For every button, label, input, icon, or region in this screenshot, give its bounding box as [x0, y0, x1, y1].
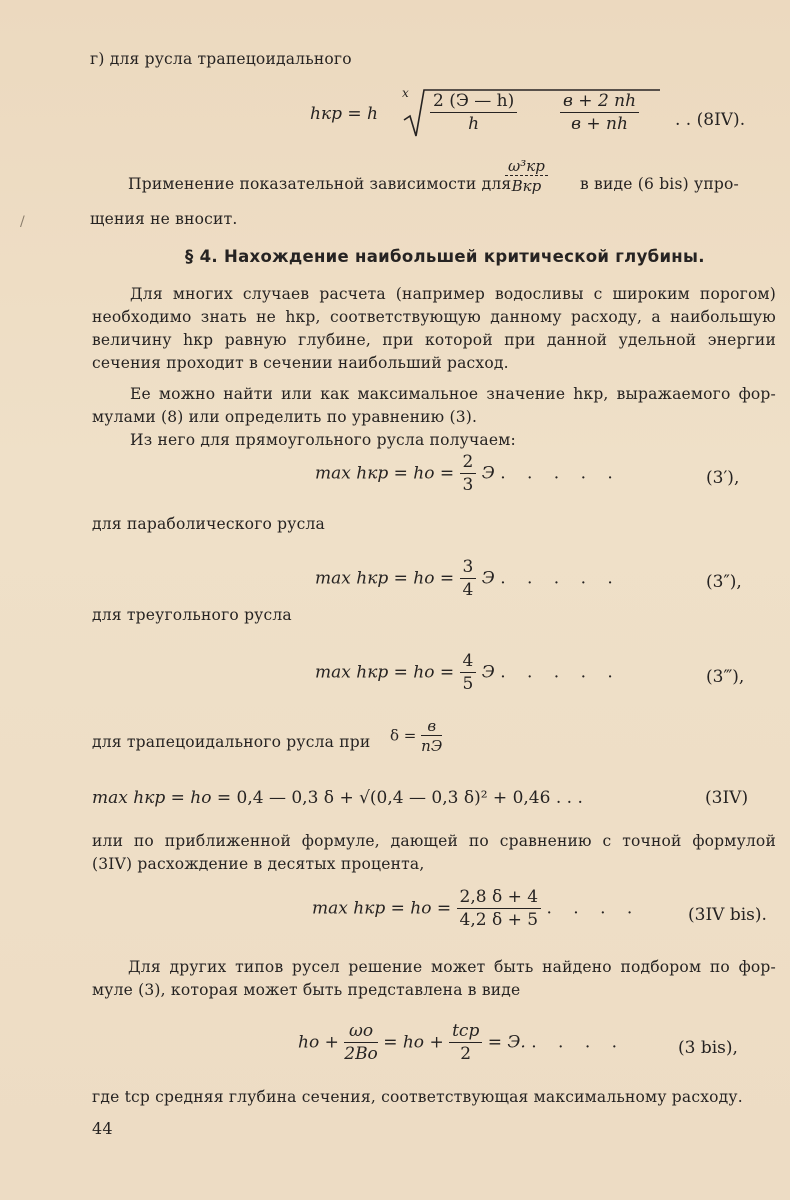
footnote-tcp: где tср средняя глубина сечения, соответствующая максимальному расходу.: [92, 1088, 743, 1106]
paragraph3-line1: Из него для прямоугольного русла получаем:: [130, 431, 516, 449]
formula-3-triple-prime: max hкр = ho = $\frac{4}{5}$ Э . . . . .: [315, 651, 621, 694]
paragraph1-line4: сечения проходит в сечении наибольший расход.: [92, 354, 509, 372]
equation-number-3iv: (3IV): [705, 788, 749, 808]
approx-line2: (3IV) расхождение в десятых процента,: [92, 855, 425, 873]
paragraph1-line1: Для многих случаев расчета (например водосливы с широким порогом): [130, 285, 776, 303]
formula-8iv: hкр = h x 2 (Э — h) h в + 2 nh в + nh: [310, 104, 378, 124]
margin-mark: /: [20, 214, 25, 230]
paragraph2-line1: Ее можно найти или как максимальное значение hкр, выражаемого фор-: [130, 385, 776, 403]
equation-number-3a: (3′),: [706, 468, 740, 488]
paragraph2-line2: мулами (8) или определить по уравнению (3).: [92, 408, 478, 426]
section-heading: § 4. Нахождение наибольшей критической глубины.: [185, 247, 705, 266]
formula-3iv-bis: max hкр = ho = $\frac{2,8 \delta + 4}{4,2 \delta + 5}$ . . . .: [312, 887, 641, 930]
equation-number-3iv-bis: (3IV bis).: [688, 905, 767, 925]
approx-line1: или по приближенной формуле, дающей по сравнению с точной формулой: [92, 832, 776, 850]
equation-number-3-bis: (3 bis),: [678, 1038, 738, 1058]
delta-definition: δ = $\frac{в}{nЭ}$: [390, 717, 443, 756]
formula-3iv: max hкр = ho = 0,4 — 0,3 δ + √(0,4 — 0,3 δ)² + 0,46 . . .: [92, 788, 583, 808]
equation-number-3b: (3″),: [706, 572, 742, 592]
paragraph1-line3: величину hкр равную глубине, при которой при данной удельной энергии: [92, 331, 776, 349]
paragraph1-line2: необходимо знать не hкр, соответствующую данному расходу, а наибольшую: [92, 308, 776, 326]
case-trapezoidal-label: г) для русла трапецоидального: [90, 50, 352, 68]
page-number: 44: [92, 1119, 113, 1138]
paragraph-application-line1b: в виде (6 bis) упро-: [580, 175, 739, 193]
formula-3-bis: ho + $\frac{\omega o}{2Bo}$ = ho + $\frac{\text{tср}}{2}$ = Э. . . . .: [298, 1021, 626, 1064]
inline-fraction-omega-b: $\frac{\text{ω³кр}}{\text{Bкр}}$: [505, 158, 548, 195]
paragraph-application-line1a: Применение показательной зависимости для: [128, 175, 512, 193]
case-trapezoid-delta-label: для трапецоидального русла при: [92, 733, 371, 751]
other-channels-line2: муле (3), которая может быть представлена в виде: [92, 981, 521, 999]
paragraph-application-line2: щения не вносит.: [90, 210, 238, 228]
equation-number-8iv: . . (8IV).: [675, 110, 746, 130]
case-triangular-label: для треугольного русла: [92, 606, 292, 624]
formula-3-double-prime: max hкр = ho = $\frac{3}{4}$ Э . . . . .: [315, 557, 621, 600]
other-channels-line1: Для других типов русел решение может быть найдено подбором по фор-: [128, 958, 776, 976]
formula-3-prime: max hкр = ho = $\frac{2}{3}$ Э . . . . .: [315, 452, 621, 495]
equation-number-3c: (3‴),: [706, 667, 745, 687]
case-parabolic-label: для параболического русла: [92, 515, 325, 533]
